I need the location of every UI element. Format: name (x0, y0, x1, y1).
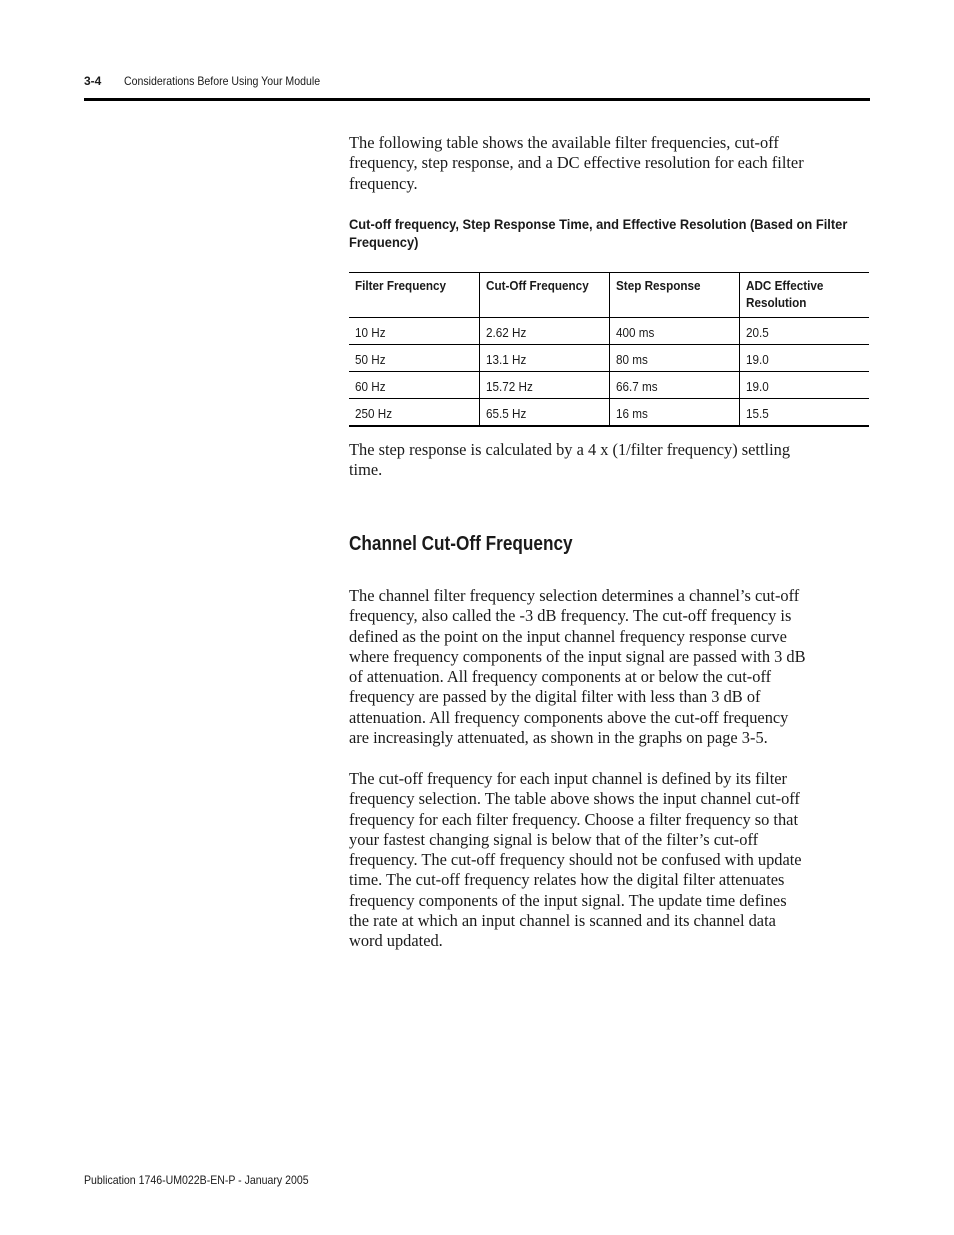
cell-filter: 60 Hz (349, 372, 479, 399)
publication-footer: Publication 1746-UM022B-EN-P - January 2005 (84, 1173, 309, 1187)
cutoff-paragraph-1 (349, 586, 869, 748)
paragraph-line: your fastest changing signal is below that of the filter’s cut-off (349, 829, 759, 849)
paragraph-line: frequency. The cut-off frequency should not be confused with update (349, 850, 802, 870)
cell-step: 66.7 ms (609, 372, 739, 399)
paragraph-line: of attenuation. All frequency components at or below the cut-off (349, 667, 772, 687)
table-header-row (349, 273, 869, 318)
page-number: 3-4 (84, 74, 102, 88)
cutoff-paragraph-2 (349, 769, 869, 952)
paragraph-line: defined as the point on the input channel frequency response curve (349, 626, 787, 646)
intro-line: frequency, step response, and a DC effective resolution for each filter (349, 153, 804, 173)
paragraph-line: The cut-off frequency for each input channel is defined by its filter (349, 769, 787, 788)
paragraph-line: word updated. (349, 931, 443, 951)
page-header (84, 72, 870, 101)
paragraph-line: where frequency components of the input signal are passed with 3 dB (349, 646, 806, 666)
table-caption (349, 215, 848, 251)
caption-line: Frequency) (349, 234, 419, 250)
cell-resolution: 20.5 (739, 318, 869, 345)
cell-filter: 10 Hz (349, 318, 479, 345)
note-line: time. (349, 460, 383, 480)
cell-resolution: 19.0 (739, 345, 869, 372)
table-row (349, 372, 869, 399)
cell-step: 16 ms (609, 399, 739, 427)
note-line: The step response is calculated by a 4 x (1/filter frequency) settling (349, 440, 791, 459)
step-response-note (349, 440, 869, 481)
paragraph-line: frequency for each filter frequency. Choose a filter frequency so that (349, 809, 799, 829)
table-row (349, 399, 869, 427)
header-filter-frequency: Filter Frequency (349, 273, 479, 318)
paragraph-line: time. The cut-off frequency relates how the digital filter attenuates (349, 870, 785, 890)
header-cutoff-frequency: Cut-Off Frequency (479, 273, 609, 318)
cell-step: 400 ms (609, 318, 739, 345)
table-row (349, 318, 869, 345)
running-section-title: Considerations Before Using Your Module (124, 74, 321, 88)
intro-line: frequency. (349, 173, 418, 193)
table-row (349, 345, 869, 372)
intro-paragraph (349, 133, 869, 194)
cell-cutoff: 15.72 Hz (479, 372, 609, 399)
paragraph-line: frequency are passed by the digital filter with less than 3 dB of (349, 687, 761, 707)
cell-resolution: 15.5 (739, 399, 869, 427)
cell-filter: 250 Hz (349, 399, 479, 427)
cell-step: 80 ms (609, 345, 739, 372)
paragraph-line: frequency components of the input signal. The update time defines (349, 890, 787, 910)
filter-frequency-table (349, 272, 869, 427)
cell-filter: 50 Hz (349, 345, 479, 372)
header-adc-effective-resolution: ADC Effective Resolution (739, 273, 869, 318)
paragraph-line: the rate at which an input channel is scanned and its channel data (349, 911, 776, 931)
cell-cutoff: 2.62 Hz (479, 318, 609, 345)
paragraph-line: frequency, also called the -3 dB frequency. The cut-off frequency is (349, 606, 792, 626)
cell-cutoff: 65.5 Hz (479, 399, 609, 427)
section-heading: Channel Cut-Off Frequency (349, 533, 573, 555)
cell-resolution: 19.0 (739, 372, 869, 399)
paragraph-line: are increasingly attenuated, as shown in the graphs on page 3-5. (349, 728, 768, 748)
cell-cutoff: 13.1 Hz (479, 345, 609, 372)
paragraph-line: The channel filter frequency selection determines a channel’s cut-off (349, 586, 800, 605)
header-step-response: Step Response (609, 273, 739, 318)
paragraph-line: attenuation. All frequency components above the cut-off frequency (349, 707, 789, 727)
intro-line: The following table shows the available filter frequencies, cut-off (349, 133, 779, 152)
paragraph-line: frequency selection. The table above shows the input channel cut-off (349, 789, 800, 809)
caption-line: Cut-off frequency, Step Response Time, and Effective Resolution (Based on Filter (349, 216, 848, 232)
